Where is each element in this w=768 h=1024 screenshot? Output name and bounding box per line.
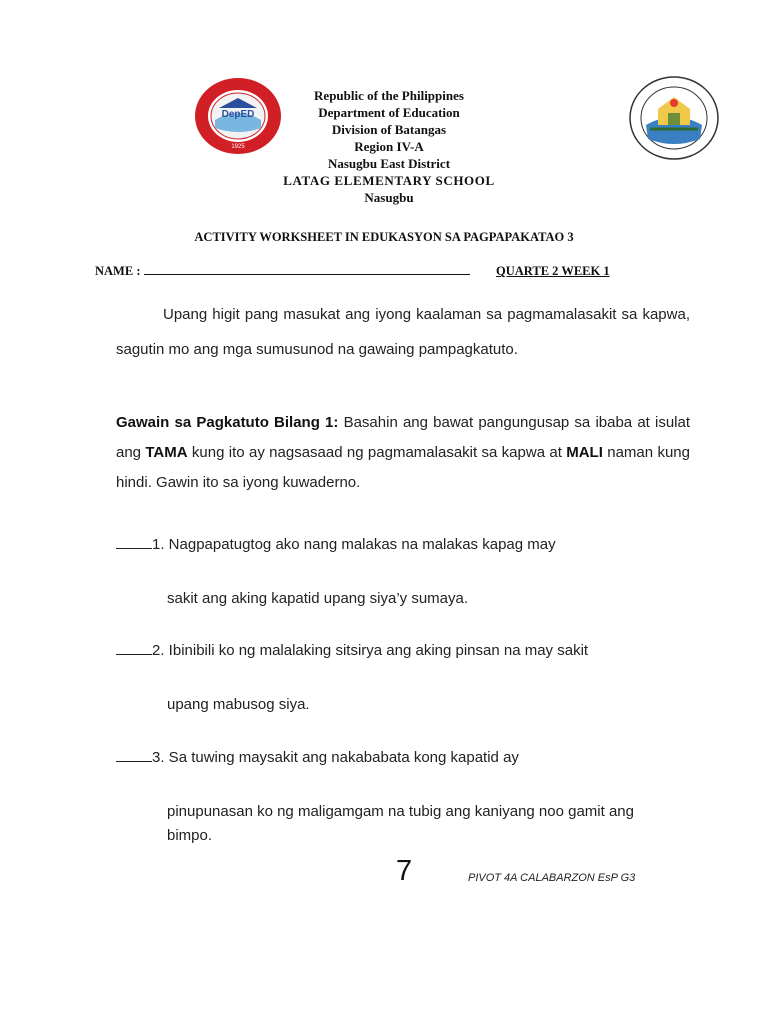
- gawain-text-2: kung ito ay nagsasaad ng pagmamalasakit sa kapwa at: [187, 444, 567, 461]
- item-continuation: pinupunasan ko ng maligamgam na tubig ang kaniyang noo gamit ang bimpo.: [167, 803, 634, 844]
- header-republic: Republic of the Philippines: [314, 88, 464, 103]
- header-department: Department of Education: [318, 105, 460, 120]
- seal-year: 1925: [231, 144, 245, 150]
- page-number: 7: [396, 855, 413, 887]
- gawain-mali: MALI: [566, 444, 603, 461]
- school-seal-logo: [628, 75, 720, 161]
- list-item: [116, 749, 519, 766]
- deped-text: DepED: [221, 109, 255, 120]
- header-region: Region IV-A: [354, 139, 424, 154]
- name-label: NAME :: [95, 264, 141, 278]
- name-row: [95, 264, 470, 279]
- gawain-tama: TAMA: [145, 444, 188, 461]
- gawain-text-3: naman kung hindi. Gawin ito sa iyong kuwaderno.: [116, 444, 690, 491]
- item-number: 1.: [152, 536, 165, 553]
- list-item: [116, 536, 556, 553]
- footer-source: PIVOT 4A CALABARZON EsP G3: [468, 872, 636, 884]
- gawain-text-1: Basahin ang bawat pangungusap sa ibaba at isulat ang: [116, 414, 691, 461]
- name-blank-line[interactable]: [144, 264, 470, 275]
- item-number: 2.: [152, 642, 165, 659]
- item-continuation: upang mabusog siya.: [167, 696, 310, 713]
- intro-paragraph: Upang higit pang masukat ang iyong kaalaman sa pagmamalasakit sa kapwa, sagutin mo ang mga sumusunod na gawaing pampagkatuto.: [116, 306, 690, 358]
- item-number: 3.: [152, 749, 165, 766]
- gawain-paragraph: [116, 408, 690, 498]
- list-item: [116, 642, 588, 659]
- school-header: [220, 87, 558, 206]
- header-division: Division of Batangas: [331, 122, 447, 137]
- quarter-label: QUARTE 2 WEEK 1: [496, 264, 610, 278]
- answer-blank[interactable]: [116, 643, 152, 655]
- item-continuation: sakit ang aking kapatid upang siya’y sumaya.: [167, 590, 469, 607]
- header-school: LATAG ELEMENTARY SCHOOL: [283, 173, 495, 188]
- header-town: Nasugbu: [364, 190, 414, 205]
- worksheet-title: ACTIVITY WORKSHEET IN EDUKASYON SA PAGPAPAKATAO 3: [194, 230, 574, 244]
- gawain-heading: Gawain sa Pagkatuto Bilang 1:: [116, 414, 339, 431]
- answer-blank[interactable]: [116, 537, 152, 549]
- item-text: Nagpapatugtog ako nang malakas na malakas kapag may: [164, 536, 556, 553]
- header-district: Nasugbu East District: [327, 156, 451, 171]
- item-text: Ibinibili ko ng malalaking sitsirya ang aking pinsan na may sakit: [164, 642, 589, 659]
- item-text: Sa tuwing maysakit ang nakababata kong kapatid ay: [164, 749, 519, 766]
- answer-blank[interactable]: [116, 750, 152, 762]
